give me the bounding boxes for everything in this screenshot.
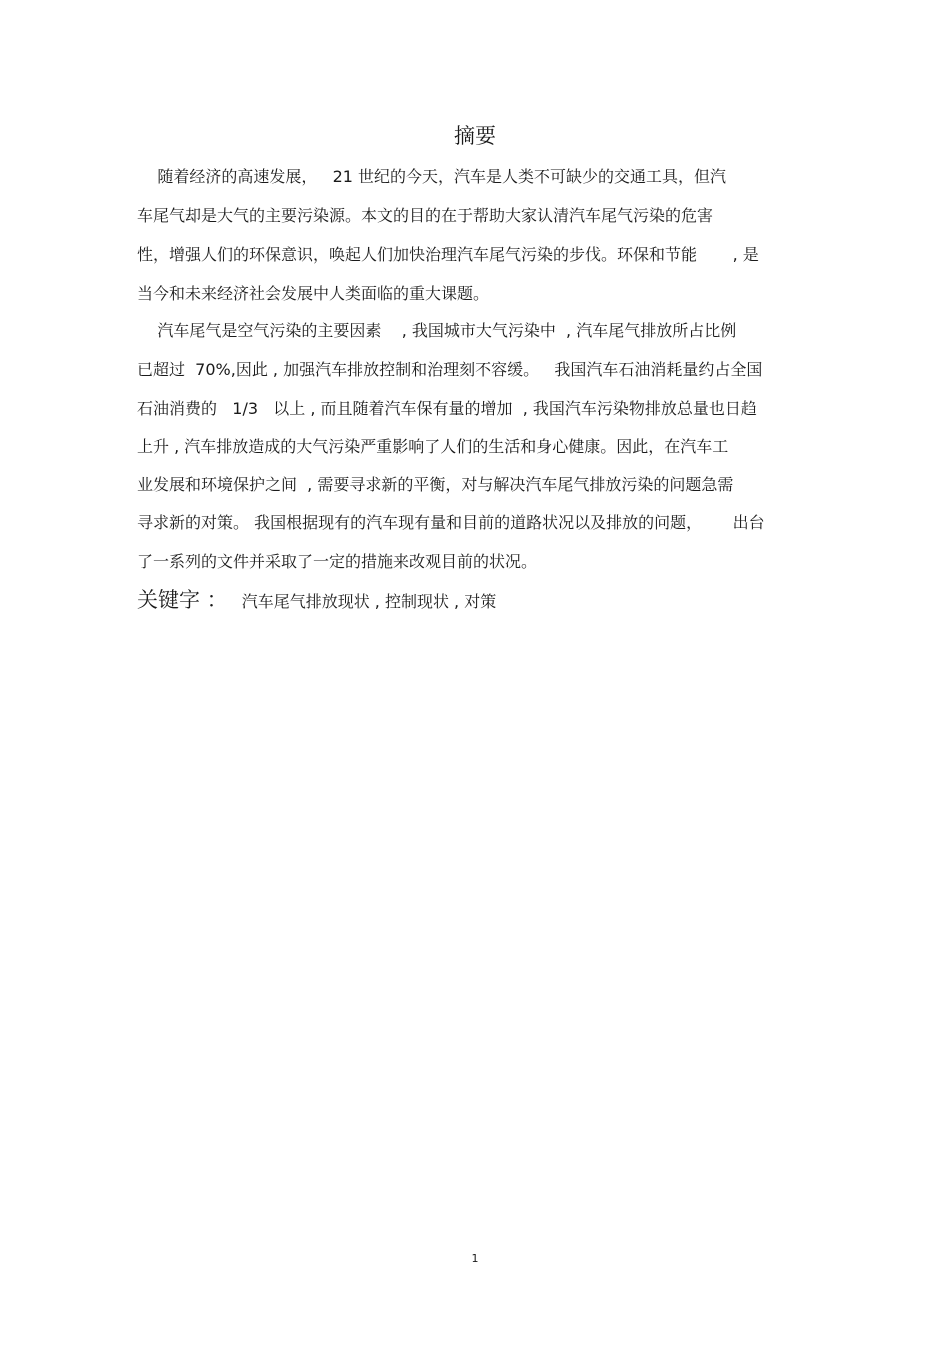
paragraph-1-line-2: 车尾气却是大气的主要污染源。本文的目的在于帮助大家认清汽车尾气污染的危害	[137, 206, 714, 225]
paragraph-2-line-3: 石油消费的 1/3 以上 , 而且随着汽车保有量的增加 , 我国汽车污染物排放总量也日趋	[137, 399, 757, 418]
paragraph-2-line-4: 上升 , 汽车排放造成的大气污染严重影响了人们的生活和身心健康。因此，在汽车工	[137, 437, 729, 456]
paragraph-2-line-2: 已超过 70%,因此 , 加强汽车排放控制和治理刻不容缓。 我国汽车石油消耗量约占全国	[137, 360, 763, 379]
paragraph-1-line-3: 性，增强人们的环保意识，唤起人们加快治理汽车尾气污染的步伐。环保和节能 , 是	[137, 245, 759, 264]
paragraph-2-line-6: 寻求新的对策。 我国根据现有的汽车现有量和目前的道路状况以及排放的问题， 出台	[137, 513, 765, 532]
paragraph-2-line-7: 了一系列的文件并采取了一定的措施来改观目前的状况。	[137, 552, 538, 571]
page-title: 摘要	[454, 124, 496, 148]
keywords-values: 汽车尾气排放现状 , 控制现状 , 对策	[241, 592, 497, 611]
paragraph-1-line-4: 当今和未来经济社会发展中人类面临的重大课题。	[137, 284, 490, 303]
paragraph-2-line-5: 业发展和环境保护之间 , 需要寻求新的平衡，对与解决汽车尾气排放污染的问题急需	[137, 475, 734, 494]
keywords-label: 关键字 ：	[137, 588, 228, 612]
paragraph-2-line-1: 汽车尾气是空气污染的主要因素 , 我国城市大气污染中 , 汽车尾气排放所占比例	[137, 321, 737, 340]
keywords-row	[137, 586, 837, 616]
paragraph-1-line-1: 随着经济的高速发展， 21 世纪的今天，汽车是人类不可缺少的交通工具，但汽	[137, 167, 727, 186]
page-number: 1	[471, 1252, 479, 1265]
